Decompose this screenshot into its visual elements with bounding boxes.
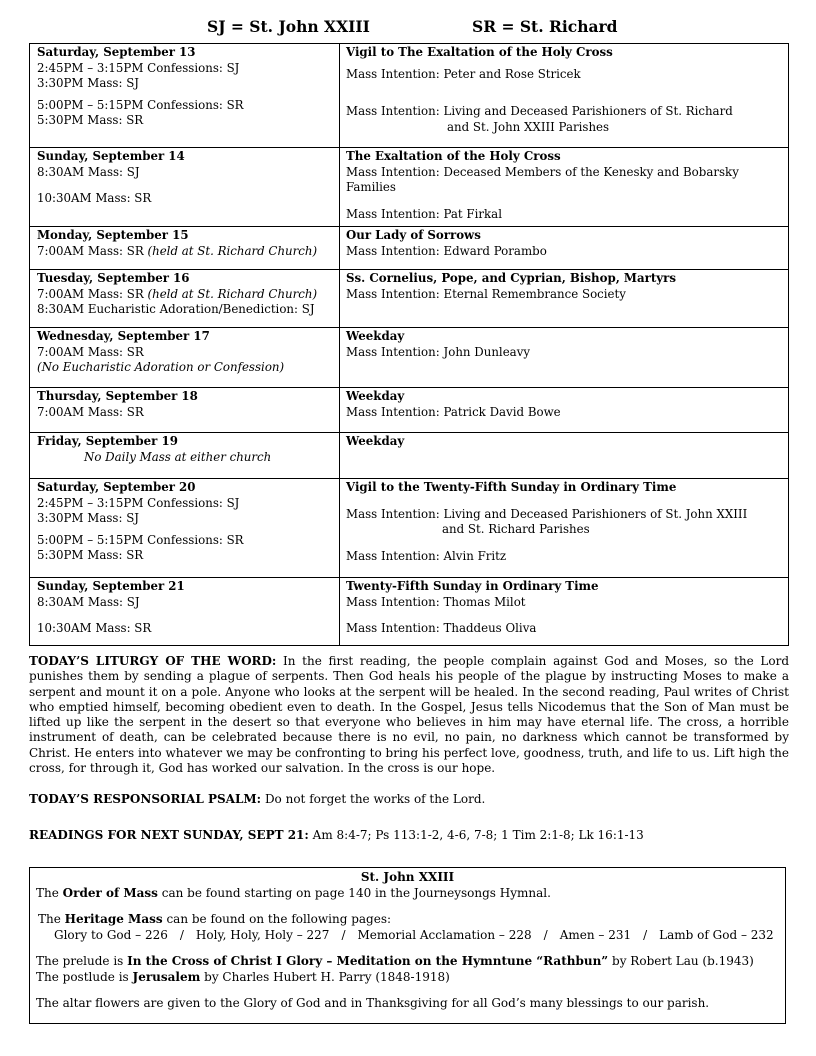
schedule-day-cell bbox=[30, 479, 340, 578]
day-heading: Monday, September 15 bbox=[37, 228, 189, 242]
schedule-line: 5:00PM – 5:15PM Confessions: SR bbox=[37, 97, 244, 112]
schedule-day-cell bbox=[30, 578, 340, 646]
mass-intention: Mass Intention: Thaddeus Oliva bbox=[346, 621, 537, 635]
page-header bbox=[0, 17, 816, 41]
day-heading: Friday, September 19 bbox=[37, 434, 178, 448]
schedule-line: 5:30PM Mass: SR bbox=[37, 548, 144, 562]
mass-part: Memorial Acclamation – 228 bbox=[357, 927, 532, 942]
schedule-line: 8:30AM Mass: SJ bbox=[37, 594, 140, 609]
schedule-note: (held at St. Richard Church) bbox=[147, 243, 318, 258]
mass-intention: Mass Intention: John Dunleavy bbox=[346, 344, 531, 359]
schedule-note: (held at St. Richard Church) bbox=[147, 286, 318, 301]
postlude-line: The postlude is Jerusalem by Charles Hubert H. Parry (1848-1918) bbox=[36, 969, 450, 984]
box-title: St. John XXIII bbox=[360, 870, 455, 884]
schedule-note: (No Eucharistic Adoration or Confession) bbox=[37, 360, 285, 374]
schedule-line: 5:30PM Mass: SR bbox=[37, 113, 144, 127]
prelude-line: The prelude is In the Cross of Christ I Glory – Meditation on the Hymntune “Rathbun” by Robert Lau (b.1943) bbox=[36, 954, 754, 968]
mass-intention: Mass Intention: Deceased Members of the Kenesky and Bobarsky Families bbox=[346, 164, 739, 194]
schedule-line: 7:00AM Mass: SR bbox=[37, 404, 144, 419]
schedule-day-cell bbox=[30, 388, 340, 433]
day-heading: Saturday, September 20 bbox=[37, 480, 196, 494]
altar-flowers-line: The altar flowers are given to the Glory of God and in Thanksgiving for all God’s many blessings to our parish. bbox=[36, 996, 710, 1010]
schedule-note: No Daily Mass at either church bbox=[84, 449, 272, 464]
mass-intention: Mass Intention: Edward Porambo bbox=[346, 243, 547, 258]
liturgy-paragraph bbox=[29, 654, 789, 776]
mass-intention-cont: and St. John XXIII Parishes bbox=[447, 119, 610, 134]
table-row bbox=[30, 433, 789, 479]
feast-heading: Ss. Cornelius, Pope, and Cyprian, Bishop, Martyrs bbox=[346, 271, 676, 285]
schedule-line: 2:45PM – 3:15PM Confessions: SJ bbox=[37, 495, 240, 510]
schedule-line: 10:30AM Mass: SR bbox=[37, 191, 152, 205]
liturgy-text: In the first reading, the people complain against God and Moses, so the Lord punishes them by sending a plague of serpents. Then God heals his people of the plague by instructing Moses to make a serpent and mount it on a pole. Anyone who looks at the serpent will be healed. In the second reading, Paul writes of Christ who emptied himself, becoming obedient even to death. In the Gospel, Jesus tells Nicodemus that the Son of Man must be lifted up like the serpent in the desert so that everyone who believes in him may have eternal life. The cross, a horrible instrument of death, can be celebrated because there is no evil, no pain, no darkness which cannot be transformed by Christ. He enters into whatever we may be confronting to bring his perfect love, goodness, truth, and life to us. Lift high the cross, for through it, God has worked our salvation. In the cross is our hope. bbox=[29, 654, 789, 776]
schedule-line: 8:30AM Eucharistic Adoration/Benediction: SJ bbox=[37, 302, 315, 316]
table-row bbox=[30, 148, 789, 227]
table-row bbox=[30, 227, 789, 270]
feast-heading: Weekday bbox=[346, 329, 405, 343]
schedule-day-cell bbox=[30, 227, 340, 270]
feast-heading: Twenty-Fifth Sunday in Ordinary Time bbox=[346, 579, 599, 593]
day-heading: Wednesday, September 17 bbox=[37, 329, 210, 343]
schedule-line: 5:00PM – 5:15PM Confessions: SR bbox=[37, 532, 244, 547]
schedule-line: 7:00AM Mass: SR bbox=[37, 286, 144, 301]
schedule-line: 3:30PM Mass: SJ bbox=[37, 76, 140, 90]
psalm-paragraph bbox=[29, 792, 789, 807]
legend-sr: SR = St. Richard bbox=[472, 17, 618, 36]
table-row bbox=[30, 270, 789, 328]
mass-intention: Mass Intention: Peter and Rose Stricek bbox=[346, 66, 581, 81]
feast-heading: The Exaltation of the Holy Cross bbox=[346, 149, 561, 163]
mass-intention-cont: and St. Richard Parishes bbox=[442, 522, 590, 536]
schedule-line: 7:00AM Mass: SR bbox=[37, 344, 144, 359]
st-john-info-box bbox=[29, 867, 786, 1024]
mass-intention: Mass Intention: Pat Firkal bbox=[346, 206, 502, 221]
mass-intention: Mass Intention: Patrick David Bowe bbox=[346, 404, 561, 419]
day-heading: Sunday, September 21 bbox=[37, 579, 185, 593]
schedule-intention-cell bbox=[340, 227, 789, 270]
day-heading: Sunday, September 14 bbox=[37, 149, 185, 163]
schedule-day-cell bbox=[30, 433, 340, 479]
mass-intention: Mass Intention: Living and Deceased Parishioners of St. Richard bbox=[346, 104, 733, 118]
mass-part: Glory to God – 226 bbox=[54, 927, 168, 942]
order-of-mass-line: The Order of Mass can be found starting on page 140 in the Journeysongs Hymnal. bbox=[36, 885, 551, 900]
mass-part: Lamb of God – 232 bbox=[659, 927, 774, 942]
mass-schedule-table bbox=[29, 43, 789, 646]
psalm-heading: TODAY’S RESPONSORIAL PSALM: bbox=[29, 792, 262, 806]
feast-heading: Weekday bbox=[346, 434, 405, 448]
mass-part: Amen – 231 bbox=[559, 927, 632, 942]
schedule-intention-cell bbox=[340, 270, 789, 328]
table-row bbox=[30, 578, 789, 646]
schedule-intention-cell bbox=[340, 148, 789, 227]
readings-text: Am 8:4-7; Ps 113:1-2, 4-6, 7-8; 1 Tim 2:1-8; Lk 16:1-13 bbox=[312, 828, 644, 842]
heritage-mass-line: The Heritage Mass can be found on the following pages: bbox=[38, 912, 392, 926]
table-row bbox=[30, 44, 789, 148]
schedule-intention-cell bbox=[340, 433, 789, 479]
readings-paragraph bbox=[29, 828, 789, 843]
schedule-day-cell bbox=[30, 328, 340, 388]
schedule-line: 10:30AM Mass: SR bbox=[37, 621, 152, 635]
mass-intention: Mass Intention: Alvin Fritz bbox=[346, 548, 507, 563]
mass-intention: Mass Intention: Eternal Remembrance Society bbox=[346, 286, 626, 301]
schedule-line: 2:45PM – 3:15PM Confessions: SJ bbox=[37, 60, 240, 75]
schedule-line: 8:30AM Mass: SJ bbox=[37, 164, 140, 179]
mass-intention: Mass Intention: Living and Deceased Parishioners of St. John XXIII bbox=[346, 506, 748, 521]
day-heading: Tuesday, September 16 bbox=[37, 271, 190, 285]
schedule-intention-cell bbox=[340, 578, 789, 646]
legend-sj: SJ = St. John XXIII bbox=[207, 17, 370, 36]
day-heading: Saturday, September 13 bbox=[37, 45, 196, 59]
mass-part: Holy, Holy, Holy – 227 bbox=[195, 927, 330, 942]
table-row bbox=[30, 479, 789, 578]
psalm-text: Do not forget the works of the Lord. bbox=[264, 792, 486, 806]
schedule-day-cell bbox=[30, 44, 340, 148]
feast-heading: Vigil to The Exaltation of the Holy Cross bbox=[346, 45, 613, 59]
schedule-intention-cell bbox=[340, 44, 789, 148]
schedule-intention-cell bbox=[340, 388, 789, 433]
schedule-day-cell bbox=[30, 270, 340, 328]
schedule-day-cell bbox=[30, 148, 340, 227]
day-heading: Thursday, September 18 bbox=[37, 389, 198, 403]
schedule-line: 7:00AM Mass: SR bbox=[37, 243, 144, 258]
readings-heading: READINGS FOR NEXT SUNDAY, SEPT 21: bbox=[29, 828, 309, 842]
feast-heading: Weekday bbox=[346, 389, 405, 403]
feast-heading: Our Lady of Sorrows bbox=[346, 228, 481, 242]
table-row bbox=[30, 388, 789, 433]
mass-intention: Mass Intention: Thomas Milot bbox=[346, 594, 526, 609]
liturgy-heading: TODAY’S LITURGY OF THE WORD: bbox=[29, 654, 277, 668]
schedule-intention-cell bbox=[340, 479, 789, 578]
feast-heading: Vigil to the Twenty-Fifth Sunday in Ordinary Time bbox=[346, 480, 677, 494]
schedule-intention-cell bbox=[340, 328, 789, 388]
heritage-mass-parts: Glory to God – 226 / Holy, Holy, Holy – 227 / Memorial Acclamation – 228 / Amen – 231 / Lamb of God – 232 bbox=[54, 927, 774, 942]
schedule-line: 3:30PM Mass: SJ bbox=[37, 511, 140, 525]
table-row bbox=[30, 328, 789, 388]
